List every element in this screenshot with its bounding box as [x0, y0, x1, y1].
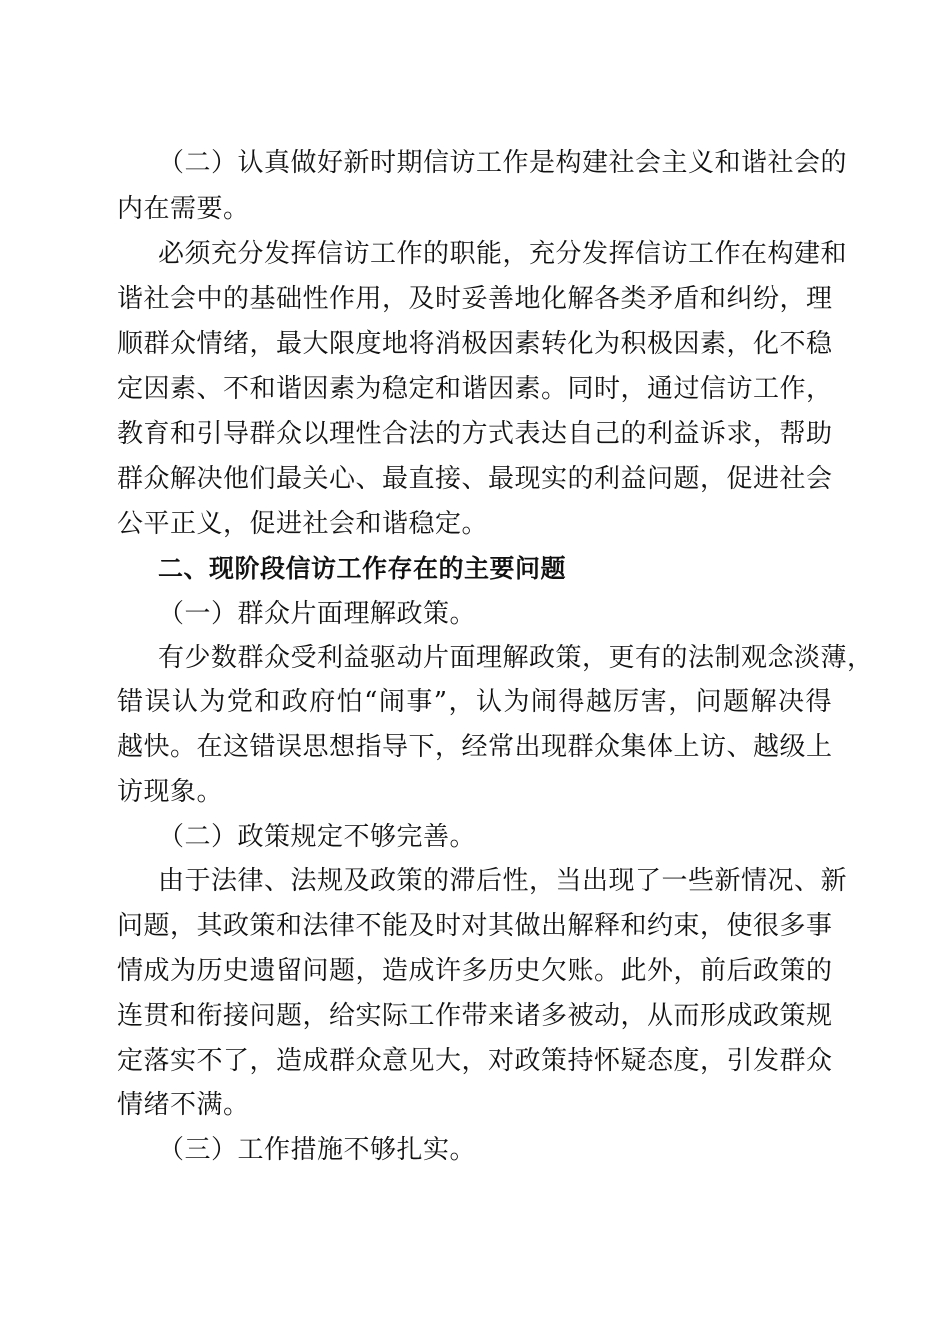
paragraph-line: 有少数群众受利益驱动片面理解政策，更有的法制观念淡薄，: [158, 643, 874, 673]
paragraph-line: 必须充分发挥信访工作的职能，充分发挥信访工作在构建和: [158, 239, 848, 269]
paragraph-line: 情成为历史遗留问题，造成许多历史欠账。此外，前后政策的: [117, 956, 833, 986]
section-heading: 二、现阶段信访工作存在的主要问题: [158, 554, 567, 583]
subheading-line: 内在需要。: [117, 194, 250, 224]
paragraph-line: 谐社会中的基础性作用，及时妥善地化解各类矛盾和纠纷，理: [117, 284, 833, 314]
paragraph-line: 越快。在这错误思想指导下，经常出现群众集体上访、越级上: [117, 732, 833, 762]
subheading-line: （二）认真做好新时期信访工作是构建社会主义和谐社会的: [158, 148, 848, 178]
paragraph-line: 群众解决他们最关心、最直接、最现实的利益问题，促进社会: [117, 464, 833, 494]
paragraph-line: 定因素、不和谐因素为稳定和谐因素。同时，通过信访工作，: [117, 374, 833, 404]
paragraph-line: 顺群众情绪，最大限度地将消极因素转化为积极因素，化不稳: [117, 329, 833, 359]
paragraph-line: 定落实不了，造成群众意见大，对政策持怀疑态度，引发群众: [117, 1046, 833, 1076]
subheading-line: （三）工作措施不够扎实。: [158, 1135, 477, 1165]
paragraph-line: 情绪不满。: [117, 1090, 250, 1120]
subheading-line: （二）政策规定不够完善。: [158, 822, 477, 852]
paragraph-line: 公平正义，促进社会和谐稳定。: [117, 509, 489, 539]
paragraph-line: 访现象。: [117, 777, 224, 807]
subheading-line: （一）群众片面理解政策。: [158, 599, 477, 629]
paragraph-line: 教育和引导群众以理性合法的方式表达自己的利益诉求，帮助: [117, 419, 833, 449]
paragraph-line: 由于法律、法规及政策的滞后性，当出现了一些新情况、新: [158, 866, 848, 896]
paragraph-line: 问题，其政策和法律不能及时对其做出解释和约束，使很多事: [117, 911, 833, 941]
paragraph-line: 连贯和衔接问题，给实际工作带来诸多被动，从而形成政策规: [117, 1001, 833, 1031]
paragraph-line: 错误认为党和政府怕“闹事”，认为闹得越厉害，问题解决得: [117, 687, 832, 717]
